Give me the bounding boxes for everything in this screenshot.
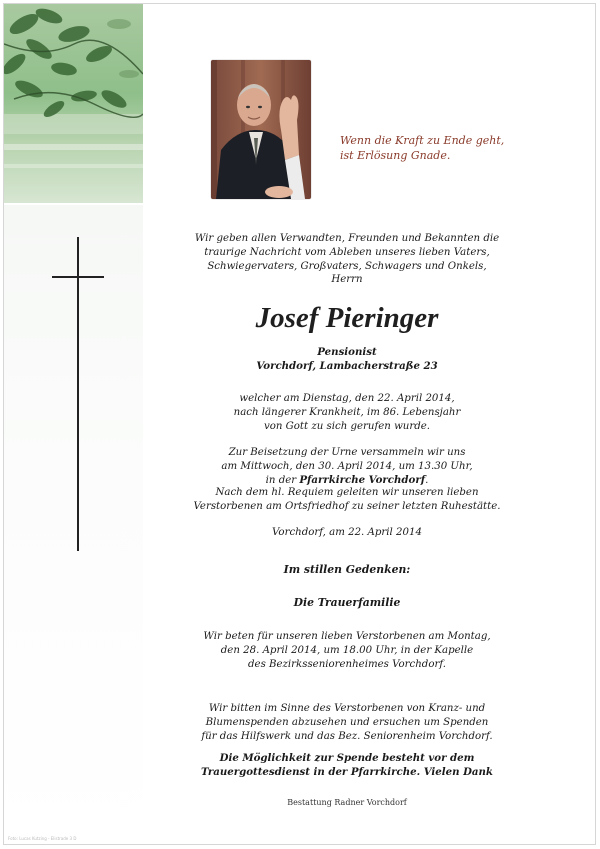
quote-line: ist Erlösung Gnade. xyxy=(340,149,451,162)
burial-line: am Mittwoch, den 30. April 2014, um 13.30 Uhr, xyxy=(221,460,473,472)
left-decorative-strip xyxy=(4,205,143,844)
burial-info xyxy=(160,446,534,487)
undertaker: Bestattung Radner Vorchdorf xyxy=(287,798,407,807)
intro-line: Schwiegervaters, Großvaters, Schwagers und Onkels, xyxy=(207,260,487,272)
deceased-name: Josef Pieringer xyxy=(255,302,439,334)
portrait-photo xyxy=(211,60,311,199)
requiem-line: Nach dem hl. Requiem geleiten wir unseren lieben xyxy=(215,487,479,498)
death-notice xyxy=(160,392,534,433)
cross-vertical-bar xyxy=(77,237,79,551)
requiem-line: Verstorbenen am Ortsfriedhof zu seiner letzten Ruhestätte. xyxy=(193,500,501,512)
intro-line: traurige Nachricht vom Ableben unseres lieben Vaters, xyxy=(204,246,490,258)
burial-line: Zur Beisetzung der Urne versammeln wir uns xyxy=(228,447,466,458)
intro-line: Wir geben allen Verwandten, Freunden und Bekannten die xyxy=(194,233,500,244)
donation-note xyxy=(160,752,534,780)
prayer-info xyxy=(160,630,534,671)
prayer-line: Wir beten für unseren lieben Verstorbenen am Montag, xyxy=(203,631,491,642)
requiem-info xyxy=(160,486,534,514)
donation-line: Wir bitten im Sinne des Verstorbenen von Kranz- und xyxy=(208,703,486,714)
death-notice-line: welcher am Dienstag, den 22. April 2014, xyxy=(239,393,455,404)
place-date-text: Vorchdorf, am 22. April 2014 xyxy=(272,527,422,538)
remembrance xyxy=(160,563,534,577)
remembrance-text: Im stillen Gedenken: xyxy=(283,563,411,576)
burial-location-suffix: . xyxy=(425,474,429,486)
donation-line: für das Hilfswerk und das Bez. Seniorenheim Vorchdorf. xyxy=(201,730,493,742)
place-date xyxy=(160,526,534,540)
deceased-details xyxy=(160,346,534,374)
quote-line: Wenn die Kraft zu Ende geht, xyxy=(340,134,505,147)
photo-credit: Foto: Lucas Kutzing - Elistrade 3 D xyxy=(8,836,77,841)
donation-request xyxy=(160,702,534,743)
prayer-line: den 28. April 2014, um 18.00 Uhr, in der Kapelle xyxy=(220,644,474,656)
burial-location-prefix: in der xyxy=(265,474,300,486)
donation-note-line: Trauergottesdienst in der Pfarrkirche. Vielen Dank xyxy=(201,765,493,778)
nature-photo xyxy=(4,4,143,203)
epitaph-quote xyxy=(340,133,540,163)
deceased-address: Vorchdorf, Lambacherstraße 23 xyxy=(256,359,438,372)
donation-line: Blumenspenden abzusehen und ersuchen um Spenden xyxy=(205,716,489,728)
family-text: Die Trauerfamilie xyxy=(293,596,401,609)
intro-line: Herrn xyxy=(331,274,363,286)
burial-church: Pfarrkirche Vorchdorf xyxy=(299,473,426,486)
deceased-occupation: Pensionist xyxy=(317,346,377,358)
death-notice-line: von Gott zu sich gerufen wurde. xyxy=(263,420,431,432)
donation-note-line: Die Möglichkeit zur Spende besteht vor dem xyxy=(219,752,475,764)
prayer-line: des Bezirksseniorenheimes Vorchdorf. xyxy=(248,658,446,670)
family xyxy=(160,596,534,610)
cross-horizontal-bar xyxy=(52,276,104,278)
intro-text xyxy=(160,232,534,287)
death-notice-line: nach längerer Krankheit, im 86. Lebensjahr xyxy=(233,406,461,418)
